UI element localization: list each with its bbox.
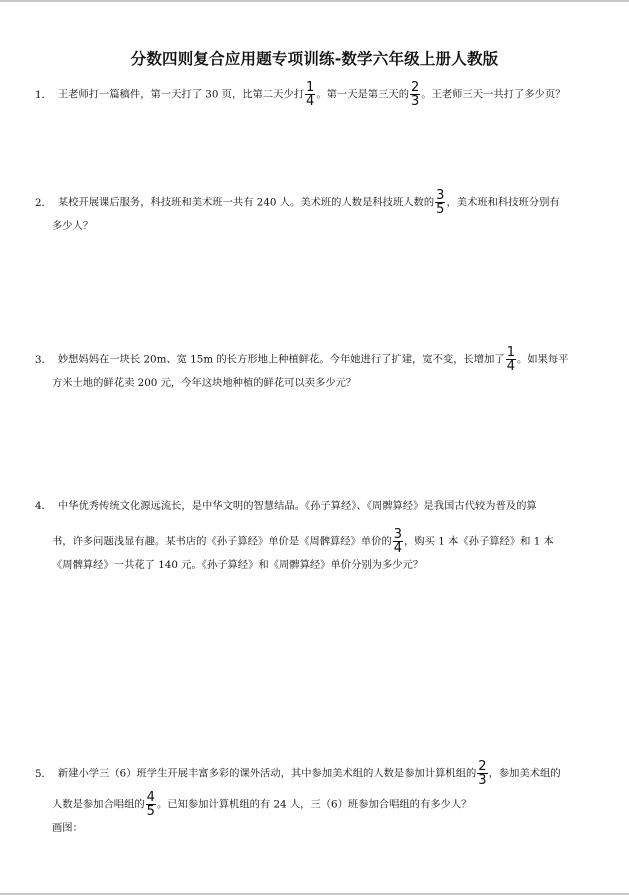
problem-number: 2．: [35, 196, 52, 209]
numerator: 4: [146, 790, 155, 805]
fraction: [393, 528, 403, 555]
fraction: [146, 791, 156, 818]
problem-text: 书，许多问题浅显有趣。某书店的《孙子算经》单价是《周髀算经》单价的: [52, 535, 392, 548]
problem-text: ，购买 1 本《孙子算经》和 1 本: [404, 535, 554, 548]
problem-text: ，参加美术组的: [488, 767, 561, 780]
problem-text: 人数是参加合唱组的: [52, 798, 145, 811]
problem-2: [35, 189, 560, 216]
problem-text: 。第一天是第三天的: [316, 88, 409, 101]
problem-text: 。王老师三天一共打了多少页？: [421, 88, 566, 101]
problem-number: 1．: [35, 88, 52, 101]
numerator: 3: [393, 527, 403, 542]
denominator: 4: [306, 94, 315, 109]
fraction: [506, 346, 516, 373]
fraction: [410, 81, 420, 108]
numerator: 2: [478, 759, 487, 774]
fraction: [305, 81, 315, 108]
page-top-edge: [0, 0, 629, 2]
problem-4: [35, 499, 537, 513]
fraction: [435, 189, 445, 216]
problem-text-line: [52, 791, 471, 818]
problem-text-line: [52, 528, 554, 555]
problem-number: 3．: [35, 353, 52, 366]
problem-5: [35, 760, 561, 787]
problem-text: 《周髀算经》一共花了 140 元。《孙子算经》和《周髀算经》单价分别为多少元？: [52, 559, 424, 571]
problem-3: [35, 346, 568, 373]
problem-text: 。已知参加计算机组的有 24 人，三（6）班参加合唱组的有多少人？: [156, 798, 472, 811]
page-title: 分数四则复合应用题专项训练-数学六年级上册人教版: [130, 50, 499, 68]
problem-text: 妙想妈妈在一块长 20m、宽 15m 的长方形地上种植鲜花。今年她进行了扩建，宽不变，长增加了: [57, 353, 505, 366]
denominator: 4: [506, 359, 515, 374]
denominator: 3: [478, 773, 487, 788]
numerator: 1: [506, 345, 515, 360]
problem-number: 5．: [35, 767, 52, 780]
denominator: 3: [411, 94, 420, 109]
fraction: [477, 760, 487, 787]
drawing-label: 画图：: [52, 822, 83, 834]
denominator: 4: [393, 541, 403, 556]
numerator: 3: [436, 188, 445, 203]
problem-number: 4．: [35, 500, 52, 512]
problem-text: 新建小学三（6）班学生开展丰富多彩的课外活动，其中参加美术组的人数是参加计算机组的: [57, 767, 477, 780]
problem-text: 中华优秀传统文化源远流长，是中华文明的智慧结晶。《孙子算经》、《周髀算经》是我国古代较为普及的算: [57, 500, 537, 512]
problem-text: ，美术班和科技班分别有: [446, 196, 560, 209]
numerator: 2: [411, 80, 420, 95]
problem-text: 。如果每平: [516, 353, 569, 366]
denominator: 5: [146, 804, 155, 819]
denominator: 5: [436, 202, 445, 217]
problem-text: 某校开展课后服务，科技班和美术班一共有 240 人。美术班的人数是科技班人数的: [57, 196, 435, 209]
numerator: 1: [306, 80, 315, 95]
problem-text: 方米土地的鲜花卖 200 元，今年这块地种植的鲜花可以卖多少元？: [52, 377, 357, 389]
problem-text: 王老师打一篇稿件，第一天打了 30 页，比第二天少打: [57, 88, 305, 101]
problem-1: [35, 81, 565, 108]
problem-text: 多少人？: [52, 220, 94, 232]
